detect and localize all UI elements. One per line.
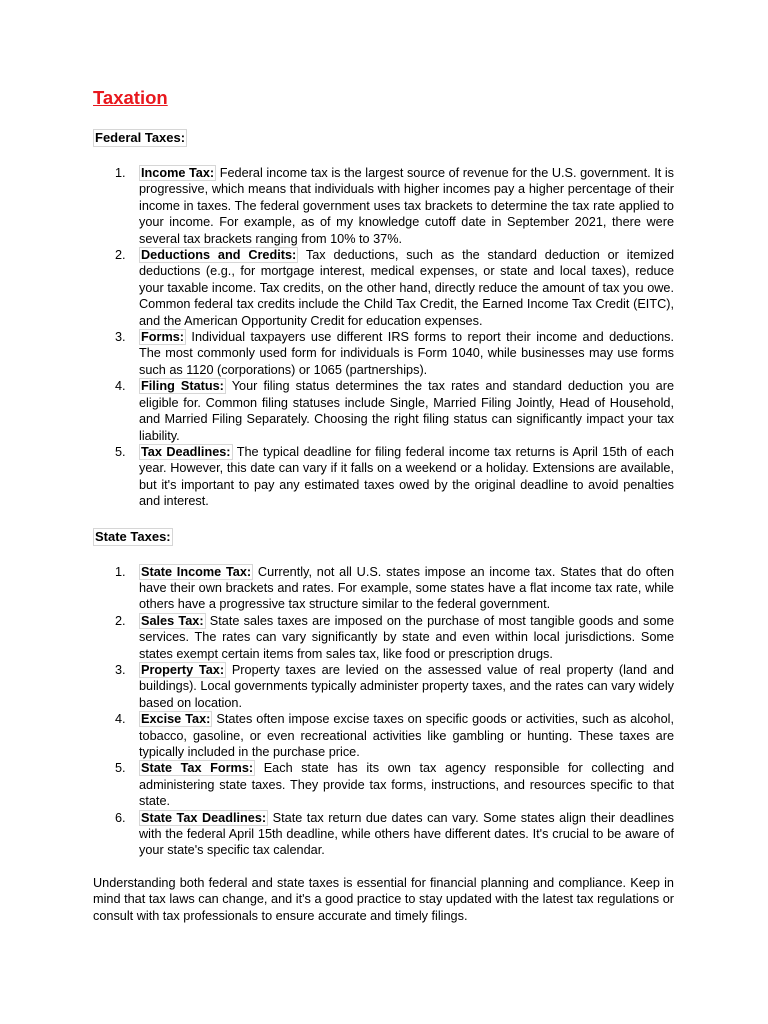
list-number: 5. (115, 761, 126, 776)
list-text: Tax deductions, such as the standard deduction or itemized deductions (e.g., for mortgage interest, medical expenses, or state and local taxes), reduce your taxable income. Tax credits, on the other hand, directly reduce the amount of tax you owe. Common federal tax credits include the Child Tax Credit, the Earned Income Tax Credit (EITC), and the American Opportunity Credit for education expenses. (139, 248, 674, 328)
list-item (93, 662, 674, 711)
list-item (93, 810, 674, 859)
list-text: Currently, not all U.S. states impose an income tax. States that do often have their own brackets and rates. For example, some states have a flat income tax rate, while others have a progressive tax structure similar to the federal government. (139, 564, 675, 612)
list-text: Each state has its own tax agency responsible for collecting and administering state taxes. They provide tax forms, instructions, and resources specific to that state. (139, 761, 674, 809)
list-item (93, 564, 674, 613)
list-number: 2. (115, 613, 126, 628)
document-page (93, 86, 674, 924)
list-text: Property taxes are levied on the assessed value of real property (land and buildings). Local governments typically administer property taxes, and the rates can vary widely based on location. (139, 662, 674, 710)
list-text: Individual taxpayers use different IRS forms to report their income and deductions. The most commonly used form for individuals is Form 1040, while businesses may use forms such as 1120 (corporations) or 1065 (partnerships). (139, 330, 674, 377)
list-item (93, 613, 674, 662)
list-text: State tax return due dates can vary. Some states align their deadlines with the federal April 15th deadline, while others have different dates. It's crucial to be aware of your state's specific tax calendar. (139, 810, 674, 858)
document-title: Taxation (93, 87, 168, 108)
list-text: Federal income tax is the largest source of revenue for the U.S. government. It is progressive, which means that individuals with higher incomes pay a higher percentage of their income in taxes. The federal government uses tax brackets to determine the tax rate applied to your income. For example, as of my knowledge cutoff date in September 2021, there were several tax brackets ranging from 10% to 37%. (139, 166, 675, 246)
federal-taxes-list (93, 165, 674, 510)
federal-taxes-heading: Federal Taxes: (95, 130, 186, 145)
list-term: Tax Deadlines: (141, 444, 231, 459)
list-number: 5. (115, 444, 126, 459)
list-term: Income Tax: (141, 166, 215, 180)
list-term: Property Tax: (141, 662, 225, 677)
list-number: 4. (115, 379, 126, 394)
list-term: Deductions and Credits: (141, 248, 297, 263)
list-item (93, 760, 674, 809)
list-item (93, 378, 674, 444)
list-term: State Tax Forms: (141, 761, 254, 776)
list-text: States often impose excise taxes on specific goods or activities, such as alcohol, tobacco, gasoline, or even recreational activities like gambling or hunting. These taxes are typically included in the purchase price. (139, 712, 674, 759)
list-term: Sales Tax: (141, 613, 204, 628)
list-number: 2. (115, 248, 126, 263)
list-term: State Income Tax: (141, 564, 252, 579)
list-item (93, 247, 674, 329)
list-text: The typical deadline for filing federal income tax returns is April 15th of each year. However, this date can vary if it falls on a weekend or a holiday. Extensions are available, but it's important to pay any estimated taxes owed by the original deadline to avoid penalties and interest. (139, 444, 674, 509)
list-number: 6. (115, 810, 126, 825)
state-taxes-list (93, 564, 674, 859)
list-term: Filing Status: (141, 379, 224, 394)
federal-heading-wrap (93, 129, 674, 147)
list-number: 3. (115, 662, 126, 677)
list-term: Excise Tax: (141, 712, 211, 727)
list-number: 3. (115, 330, 126, 345)
list-text: State sales taxes are imposed on the purchase of most tangible goods and some services. The rates can vary significantly by state and even within local jurisdictions. Some states exempt certain items from sales tax, like food or prescription drugs. (139, 613, 675, 661)
list-number: 1. (115, 166, 126, 180)
state-taxes-heading: State Taxes: (95, 528, 171, 544)
list-item (93, 711, 674, 760)
list-text: Your filing status determines the tax rates and standard deduction you are eligible for. Common filing statuses include Single, Married Filing Jointly, Head of Household, and Married Filing Separately. Choosing the right filing status can significantly impact your tax liability. (139, 379, 674, 443)
list-number: 1. (115, 564, 126, 579)
state-heading-wrap (93, 528, 674, 546)
list-item (93, 165, 674, 247)
conclusion-paragraph: Understanding both federal and state taxes is essential for financial planning and compliance. Keep in mind that tax laws can change, and it's a good practice to stay updated with the latest tax regulations or consult with tax professionals to ensure accurate and timely filings. (93, 875, 674, 923)
list-term: Forms: (141, 330, 184, 345)
section-spacer (93, 510, 674, 528)
list-term: State Tax Deadlines: (141, 810, 267, 825)
list-item (93, 329, 674, 378)
list-item (93, 444, 674, 510)
list-number: 4. (115, 712, 126, 727)
